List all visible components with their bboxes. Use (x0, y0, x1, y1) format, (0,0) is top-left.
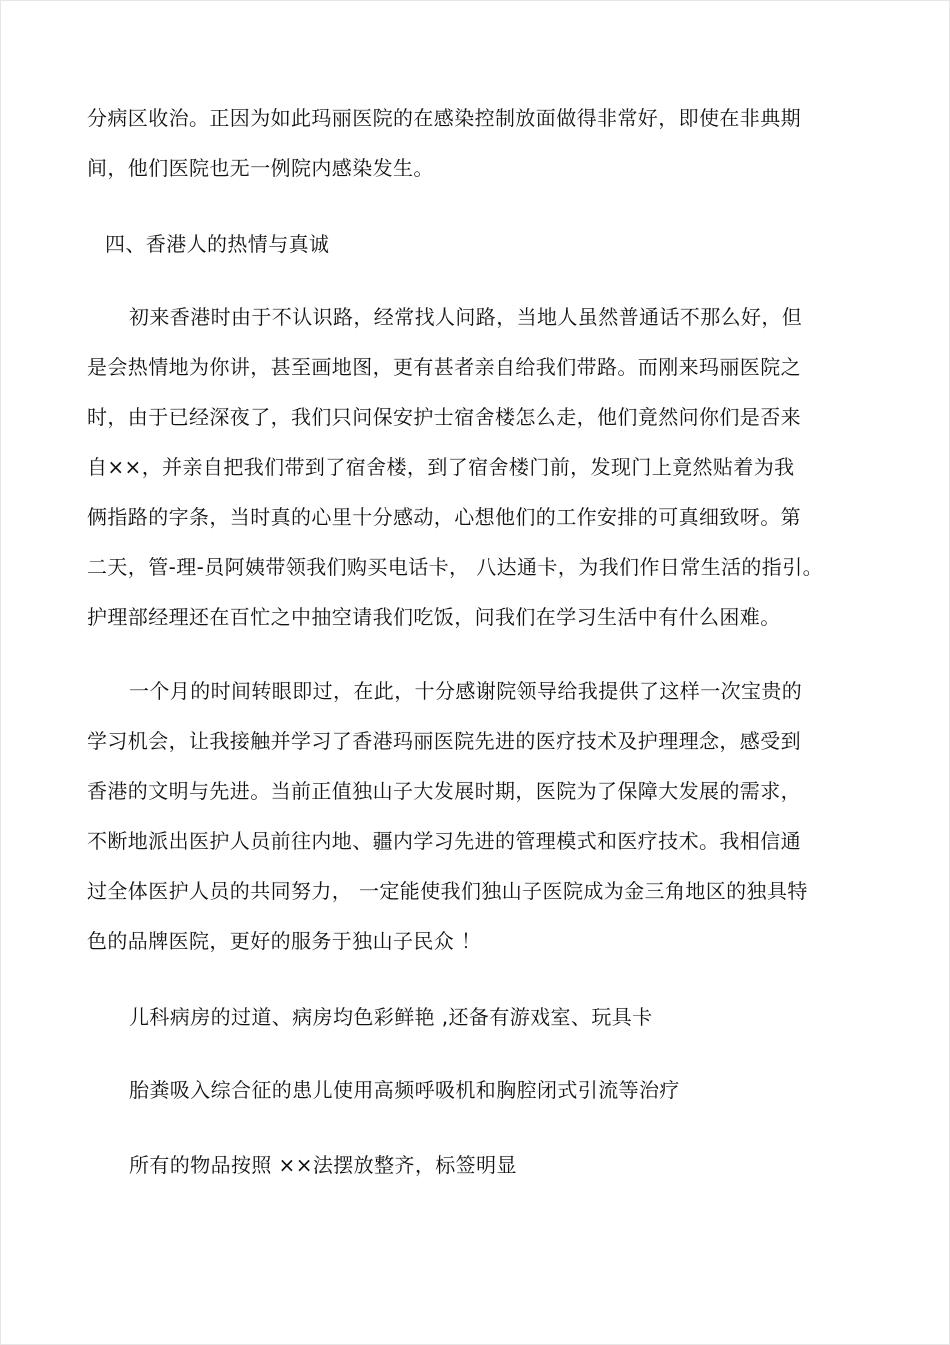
note-line-3: 所有的物品按照 ××法摆放整齐，标签明显 (129, 1153, 517, 1177)
paragraph-2-line-5: 俩指路的字条，当时真的心里十分感动，心想他们的工作安排的可真细致呀。第 (87, 505, 801, 529)
paragraph-2-line-7: 护理部经理还在百忙之中抽空请我们吃饭，问我们在学习生活中有什么困难。 (87, 605, 781, 629)
paragraph-2-line-1: 初来香港时由于不认识路，经常找人问路，当地人虽然普通话不那么好，但 (129, 305, 803, 329)
section-heading: 四、香港人的热情与真诚 (105, 232, 330, 256)
paragraph-2-line-6: 二天，管-理-员阿姨带领我们购买电话卡， 八达通卡，为我们作日常生活的指引。 (87, 555, 823, 579)
paragraph-3-line-1: 一个月的时间转眼即过，在此，十分感谢院领导给我提供了这样一次宝贵的 (129, 679, 803, 703)
paragraph-3-line-4: 不断地派出医护人员前往内地、疆内学习先进的管理模式和医疗技术。我相信通 (87, 829, 801, 853)
paragraph-3-line-2: 学习机会，让我接触并学习了香港玛丽医院先进的医疗技术及护理理念，感受到 (87, 729, 801, 753)
paragraph-1-line-1: 分病区收治。正因为如此玛丽医院的在感染控制放面做得非常好，即使在非典期 (87, 106, 801, 130)
paragraph-3-line-6: 色的品牌医院，更好的服务于独山子民众 ！ (87, 929, 482, 953)
paragraph-2-line-2: 是会热情地为你讲，甚至画地图，更有甚者亲自给我们带路。而刚来玛丽医院之 (87, 355, 801, 379)
paragraph-3-line-5: 过全体医护人员的共同努力， 一定能使我们独山子医院成为金三角地区的独具特 (87, 879, 808, 903)
note-line-2: 胎粪吸入综合征的患儿使用高频呼吸机和胸腔闭式引流等治疗 (129, 1078, 680, 1102)
paragraph-2-line-4: 自××，并亲自把我们带到了宿舍楼，到了宿舍楼门前，发现门上竟然贴着为我 (87, 455, 795, 479)
paragraph-2-line-3: 时，由于已经深夜了，我们只问保安护士宿舍楼怎么走，他们竟然问你们是否来 (87, 405, 801, 429)
paragraph-3-line-3: 香港的文明与先进。当前正值独山子大发展时期，医院为了保障大发展的需求， (87, 779, 801, 803)
paragraph-1-line-2: 间，他们医院也无一例院内感染发生。 (87, 156, 434, 180)
note-line-1: 儿科病房的过道、病房均色彩鲜艳 ,还备有游戏室、玩具卡 (129, 1005, 653, 1029)
